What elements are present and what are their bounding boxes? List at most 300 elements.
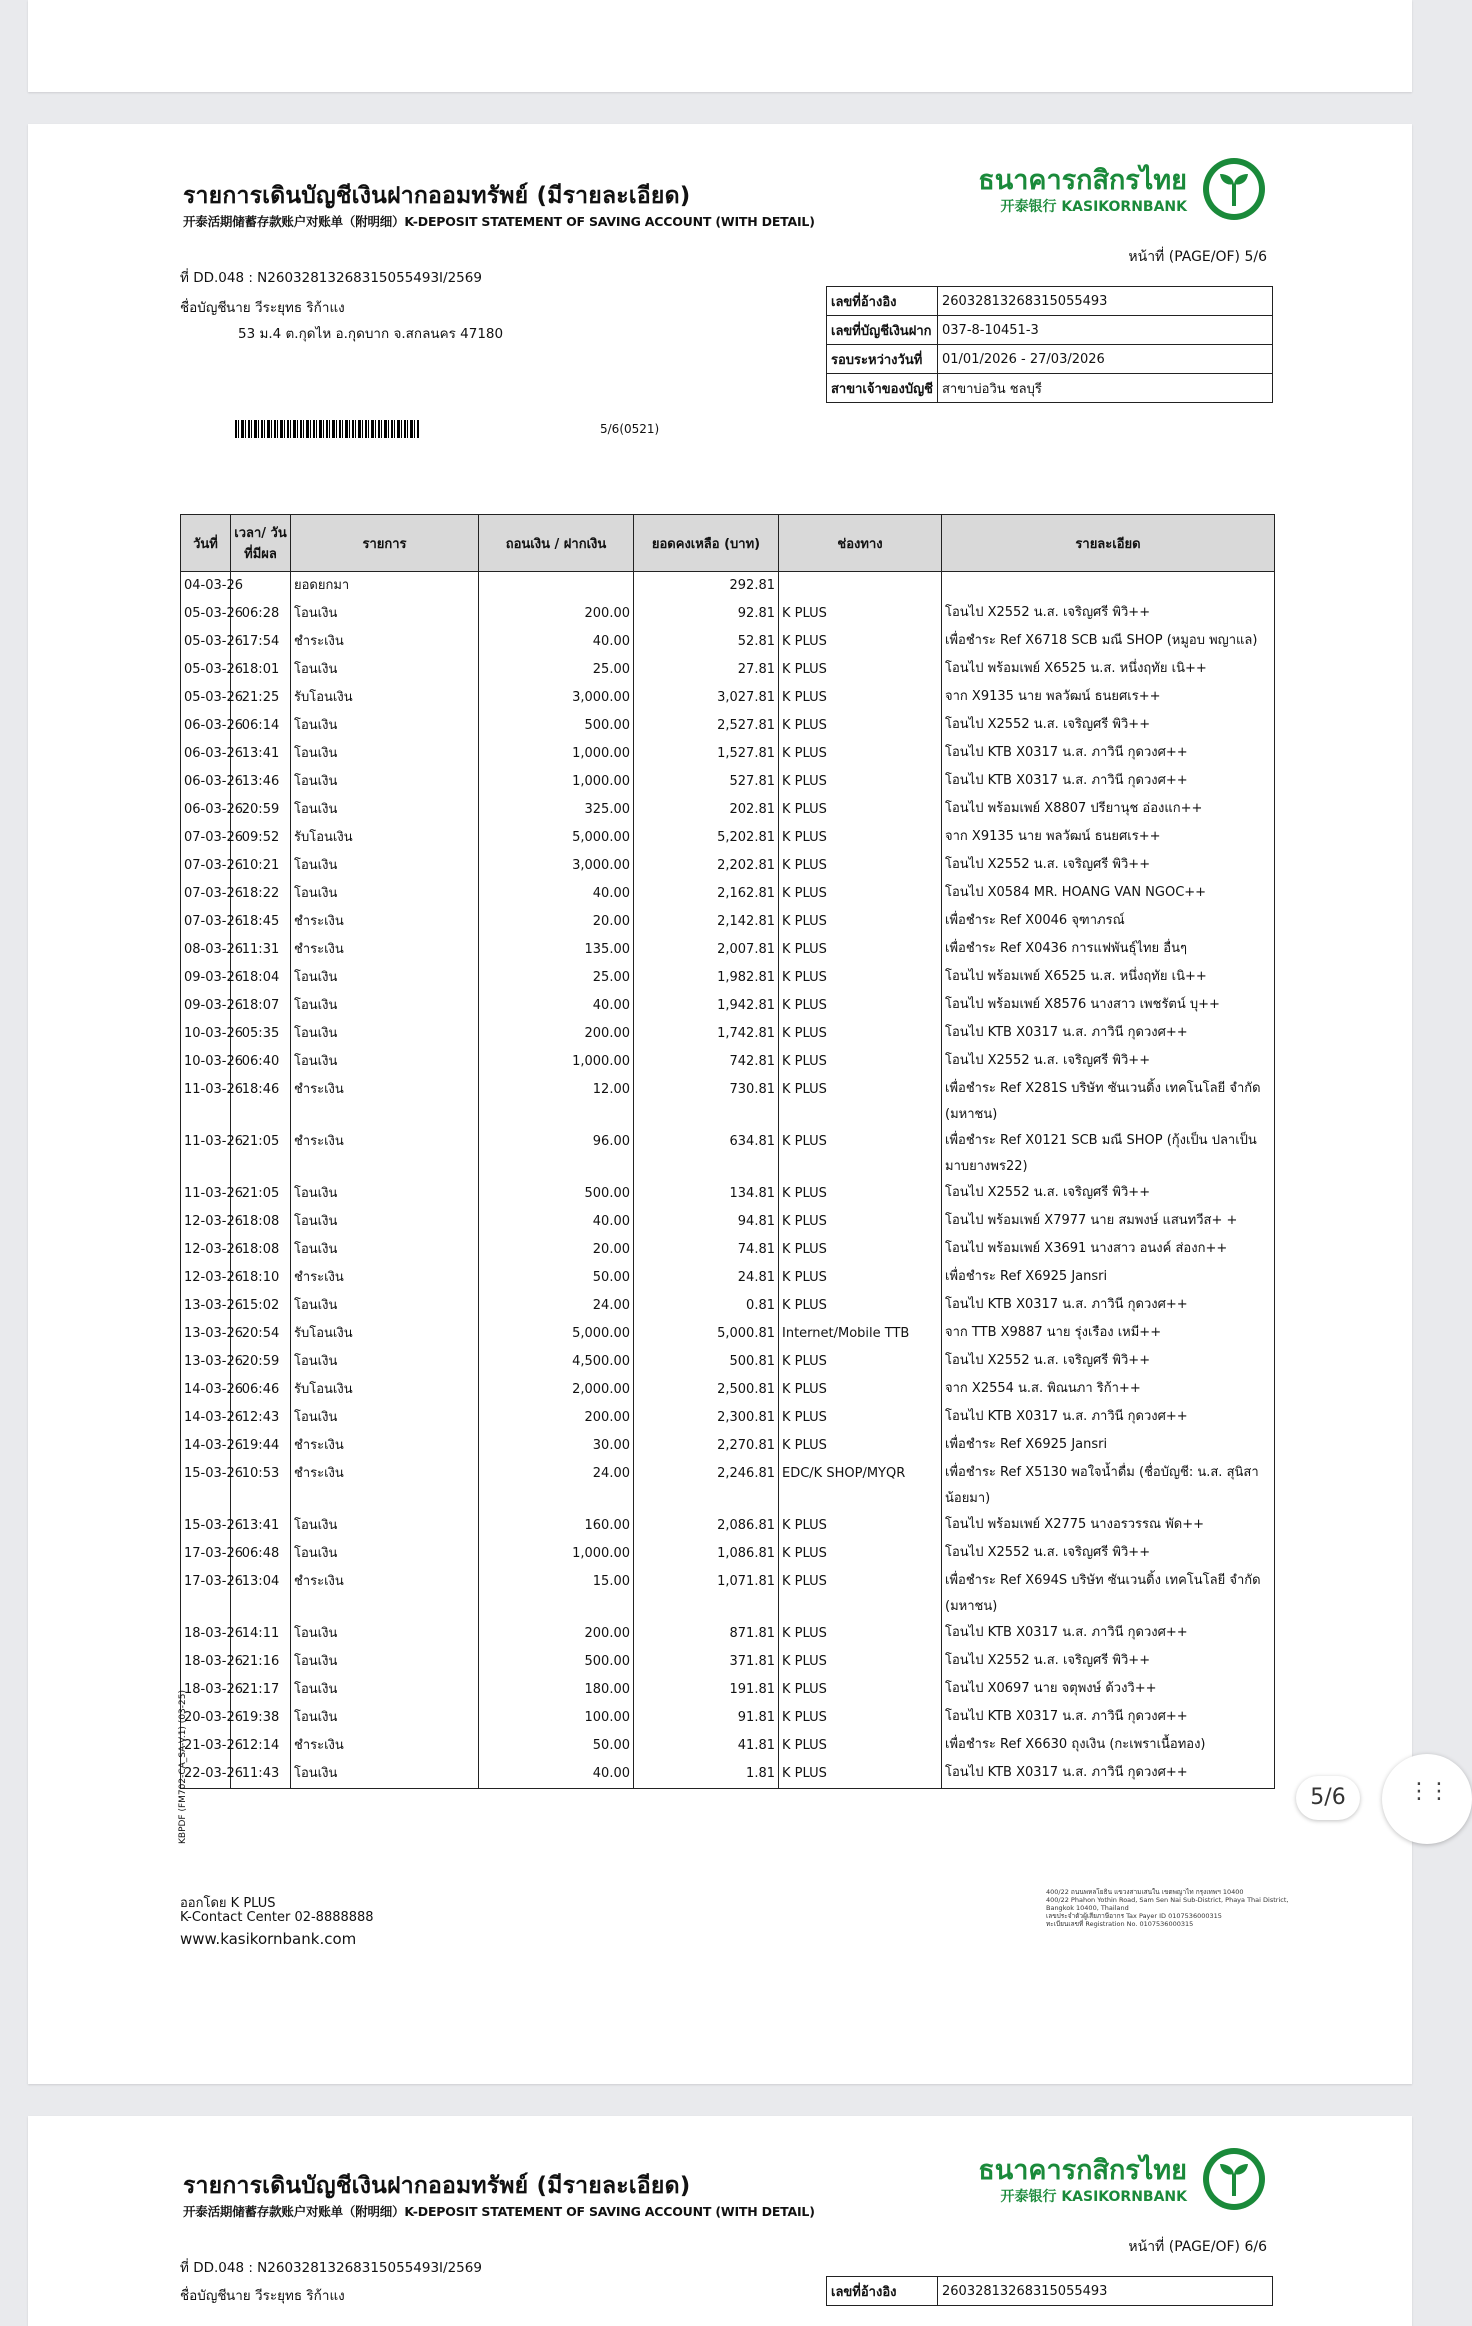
- tx-channel: K PLUS: [779, 1264, 942, 1292]
- next-account-name: นาย วีระยุทธ ริก้าแง: [226, 2288, 345, 2304]
- tx-date: 11-03-26: [181, 1180, 231, 1208]
- tx-amount: 160.00: [479, 1512, 634, 1540]
- tx-amount: 1,000.00: [479, 1048, 634, 1076]
- tx-balance: 5,202.81: [634, 824, 779, 852]
- table-row: [181, 1348, 1275, 1376]
- table-row: [181, 656, 1275, 684]
- tx-time: 09:52: [231, 824, 291, 852]
- tx-amount: 1,000.00: [479, 768, 634, 796]
- table-row: [181, 992, 1275, 1020]
- tx-date: 07-03-26: [181, 880, 231, 908]
- tx-description: โอนเงิน: [291, 796, 479, 824]
- next-statement-subtitle: 开泰活期储蓄存款账户对账单（附明细）K-DEPOSIT STATEMENT OF SAVING ACCOUNT (WITH DETAIL): [183, 2204, 815, 2219]
- next-account-name-label: ชื่อบัญชี: [180, 2288, 227, 2304]
- tx-channel: K PLUS: [779, 1376, 942, 1404]
- tx-detail: จาก X2554 น.ส. พิณนภา ริก้า++: [942, 1376, 1275, 1404]
- bank-name-th: ธนาคารกสิกรไทย: [978, 165, 1187, 196]
- next-statement-title: รายการเดินบัญชีเงินฝากออมทรัพย์ (มีรายละเอียด): [183, 2173, 691, 2199]
- tx-description: ยอดยกมา: [291, 572, 479, 601]
- account-address: 53 ม.4 ต.กุดไห อ.กุดบาก จ.สกลนคร 47180: [238, 326, 504, 342]
- tx-balance: 2,500.81: [634, 1376, 779, 1404]
- tx-description: โอนเงิน: [291, 1048, 479, 1076]
- table-row: [181, 1208, 1275, 1236]
- tx-time: 10:21: [231, 852, 291, 880]
- tx-balance: 2,300.81: [634, 1404, 779, 1432]
- tx-time: 18:07: [231, 992, 291, 1020]
- col-amount: ถอนเงิน / ฝากเงิน: [479, 515, 634, 572]
- tx-balance: 1,527.81: [634, 740, 779, 768]
- tx-channel: EDC/K SHOP/MYQR: [779, 1460, 942, 1512]
- table-row: [181, 1568, 1275, 1620]
- grip-dots-icon: ⋮⋮: [1408, 1779, 1448, 1804]
- tx-time: 18:45: [231, 908, 291, 936]
- table-row: [181, 908, 1275, 936]
- tx-description: โอนเงิน: [291, 1620, 479, 1648]
- tx-channel: K PLUS: [779, 712, 942, 740]
- table-row: [181, 1320, 1275, 1348]
- tx-description: โอนเงิน: [291, 852, 479, 880]
- tx-date: 11-03-26: [181, 1128, 231, 1180]
- info-label: เลขที่อ้างอิง: [827, 287, 938, 316]
- tx-description: โอนเงิน: [291, 1020, 479, 1048]
- next-page: [28, 2116, 1412, 2326]
- tx-detail: เพื่อชำระ Ref X0121 SCB มณี SHOP (กุ้งเป็น ปลาเป็น มาบยางพร22): [942, 1128, 1275, 1180]
- tx-balance: 91.81: [634, 1704, 779, 1732]
- tx-detail: เพื่อชำระ Ref X0046 จุฑาภรณ์: [942, 908, 1275, 936]
- next-reference-number: ที่ DD.048 : N26032813268315055493I/2569: [180, 2260, 482, 2276]
- table-row: [181, 1432, 1275, 1460]
- tx-detail: โอนไป พร้อมเพย์ X8807 ปรียานุช อ่องแก++: [942, 796, 1275, 824]
- tx-time: 21:25: [231, 684, 291, 712]
- tx-channel: K PLUS: [779, 740, 942, 768]
- tx-amount: 500.00: [479, 712, 634, 740]
- table-row: [181, 1236, 1275, 1264]
- table-row: [181, 1292, 1275, 1320]
- tx-date: 13-03-26: [181, 1292, 231, 1320]
- tx-time: 15:02: [231, 1292, 291, 1320]
- tx-detail: เพื่อชำระ Ref X0436 การแฟพันธุ์ไทย อื่นๆ: [942, 936, 1275, 964]
- previous-page: [28, 0, 1412, 92]
- col-time: เวลา/ วันที่มีผล: [231, 515, 291, 572]
- tx-channel: [779, 572, 942, 601]
- info-value: 037-8-10451-3: [938, 316, 1273, 345]
- tx-date: 14-03-26: [181, 1404, 231, 1432]
- barcode: [235, 420, 420, 438]
- tx-amount: 5,000.00: [479, 1320, 634, 1348]
- tx-time: 06:40: [231, 1048, 291, 1076]
- tx-description: โอนเงิน: [291, 1292, 479, 1320]
- tx-time: 13:41: [231, 740, 291, 768]
- info-label: เลขที่บัญชีเงินฝาก: [827, 316, 938, 345]
- tx-time: 19:44: [231, 1432, 291, 1460]
- tx-channel: K PLUS: [779, 1540, 942, 1568]
- tx-balance: 2,270.81: [634, 1432, 779, 1460]
- tx-channel: K PLUS: [779, 908, 942, 936]
- table-row: [181, 1076, 1275, 1128]
- tx-description: ชำระเงิน: [291, 1264, 479, 1292]
- tx-detail: โอนไป พร้อมเพย์ X2775 นางอรวรรณ พัด++: [942, 1512, 1275, 1540]
- tx-amount: 100.00: [479, 1704, 634, 1732]
- tx-channel: K PLUS: [779, 768, 942, 796]
- page-indicator[interactable]: 5/6: [1296, 1776, 1360, 1820]
- address-line: 400/22 Phahon Yothin Road, Sam Sen Nai Sub-District, Phaya Thai District, Bangkok 10400, Thailand: [1046, 1896, 1289, 1912]
- tx-time: 10:53: [231, 1460, 291, 1512]
- tx-date: 12-03-26: [181, 1264, 231, 1292]
- info-row: [827, 287, 1273, 316]
- tx-date: 17-03-26: [181, 1540, 231, 1568]
- tx-detail: โอนไป พร้อมเพย์ X6525 น.ส. หนึ่งฤทัย เนิ++: [942, 964, 1275, 992]
- tx-description: ชำระเงิน: [291, 1128, 479, 1180]
- tx-detail: โอนไป KTB X0317 น.ส. ภาวินี กุดวงศ++: [942, 768, 1275, 796]
- info-row: [827, 316, 1273, 345]
- tx-time: 12:14: [231, 1732, 291, 1760]
- bank-name-en: 开泰银行 KASIKORNBANK: [1000, 2189, 1187, 2205]
- tx-amount: 50.00: [479, 1732, 634, 1760]
- tx-time: 17:54: [231, 628, 291, 656]
- tx-balance: 500.81: [634, 1348, 779, 1376]
- tx-channel: K PLUS: [779, 600, 942, 628]
- tx-channel: K PLUS: [779, 964, 942, 992]
- tx-description: โอนเงิน: [291, 964, 479, 992]
- tx-balance: 2,086.81: [634, 1512, 779, 1540]
- tx-date: 18-03-26: [181, 1620, 231, 1648]
- tx-description: โอนเงิน: [291, 768, 479, 796]
- info-value: 01/01/2026 - 27/03/2026: [938, 345, 1273, 374]
- tx-time: 11:43: [231, 1760, 291, 1789]
- tx-detail: โอนไป X2552 น.ส. เจริญศรี พิวิ++: [942, 1648, 1275, 1676]
- tx-balance: 1,086.81: [634, 1540, 779, 1568]
- bank-logo: [978, 156, 1267, 228]
- col-date: วันที่: [181, 515, 231, 572]
- tx-date: 05-03-26: [181, 656, 231, 684]
- tx-amount: 5,000.00: [479, 824, 634, 852]
- account-name-label: ชื่อบัญชี: [180, 300, 227, 316]
- tx-detail: โอนไป KTB X0317 น.ส. ภาวินี กุดวงศ++: [942, 1020, 1275, 1048]
- tx-amount: 24.00: [479, 1292, 634, 1320]
- tx-channel: K PLUS: [779, 1512, 942, 1540]
- tx-detail: เพื่อชำระ Ref X6718 SCB มณี SHOP (หมูอบ พญาแล): [942, 628, 1275, 656]
- tx-channel: K PLUS: [779, 684, 942, 712]
- tx-balance: 52.81: [634, 628, 779, 656]
- table-row: [181, 796, 1275, 824]
- info-label: รอบระหว่างวันที่: [827, 345, 938, 374]
- tx-description: โอนเงิน: [291, 656, 479, 684]
- tx-time: 18:08: [231, 1236, 291, 1264]
- tx-channel: K PLUS: [779, 1648, 942, 1676]
- tx-balance: 134.81: [634, 1180, 779, 1208]
- tx-amount: 135.00: [479, 936, 634, 964]
- tx-time: 18:10: [231, 1264, 291, 1292]
- tx-time: 20:59: [231, 1348, 291, 1376]
- info-row: [827, 374, 1273, 403]
- bank-name-th: ธนาคารกสิกรไทย: [978, 2155, 1187, 2186]
- tx-time: 05:35: [231, 1020, 291, 1048]
- tx-date: 18-03-26: [181, 1648, 231, 1676]
- tx-date: 10-03-26: [181, 1048, 231, 1076]
- tx-channel: K PLUS: [779, 1236, 942, 1264]
- col-description: รายการ: [291, 515, 479, 572]
- tx-balance: 2,202.81: [634, 852, 779, 880]
- tx-balance: 27.81: [634, 656, 779, 684]
- tx-description: โอนเงิน: [291, 1236, 479, 1264]
- tx-balance: 292.81: [634, 572, 779, 601]
- table-row: [181, 712, 1275, 740]
- statement-subtitle: 开泰活期储蓄存款账户对账单（附明细）K-DEPOSIT STATEMENT OF SAVING ACCOUNT (WITH DETAIL): [183, 214, 815, 229]
- tx-detail: โอนไป X2552 น.ส. เจริญศรี พิวิ++: [942, 1048, 1275, 1076]
- tx-detail: โอนไป KTB X0317 น.ส. ภาวินี กุดวงศ++: [942, 740, 1275, 768]
- tx-description: โอนเงิน: [291, 600, 479, 628]
- tx-balance: 94.81: [634, 1208, 779, 1236]
- statement-page: [28, 124, 1412, 2084]
- tx-date: 04-03-26: [181, 572, 231, 601]
- table-row: [181, 1180, 1275, 1208]
- tx-description: ชำระเงิน: [291, 628, 479, 656]
- tx-channel: K PLUS: [779, 1676, 942, 1704]
- tx-amount: 1,000.00: [479, 740, 634, 768]
- tx-time: 18:01: [231, 656, 291, 684]
- tx-description: ชำระเงิน: [291, 1460, 479, 1512]
- tx-amount: 40.00: [479, 992, 634, 1020]
- tx-description: รับโอนเงิน: [291, 824, 479, 852]
- tx-channel: Internet/Mobile TTB: [779, 1320, 942, 1348]
- page-of: หน้าที่ (PAGE/OF) 5/6: [1128, 249, 1267, 265]
- table-row: [181, 684, 1275, 712]
- table-row: [181, 1760, 1275, 1789]
- tx-date: 10-03-26: [181, 1020, 231, 1048]
- tx-amount: 40.00: [479, 1208, 634, 1236]
- tx-amount: 96.00: [479, 1128, 634, 1180]
- tx-time: 06:46: [231, 1376, 291, 1404]
- tx-description: โอนเงิน: [291, 1648, 479, 1676]
- tx-date: 13-03-26: [181, 1348, 231, 1376]
- tx-balance: 74.81: [634, 1236, 779, 1264]
- tx-detail: โอนไป KTB X0317 น.ส. ภาวินี กุดวงศ++: [942, 1292, 1275, 1320]
- table-row: [181, 936, 1275, 964]
- tx-time: 13:46: [231, 768, 291, 796]
- table-row: [181, 1620, 1275, 1648]
- tx-date: 14-03-26: [181, 1376, 231, 1404]
- tx-description: รับโอนเงิน: [291, 684, 479, 712]
- tx-amount: 325.00: [479, 796, 634, 824]
- tx-amount: 200.00: [479, 1020, 634, 1048]
- tx-amount: 25.00: [479, 656, 634, 684]
- tx-balance: 5,000.81: [634, 1320, 779, 1348]
- info-row: [827, 2277, 1273, 2306]
- table-row: [181, 852, 1275, 880]
- table-row: [181, 768, 1275, 796]
- tx-time: 12:43: [231, 1404, 291, 1432]
- kbank-leaf-icon: [1201, 156, 1267, 222]
- tx-date: 14-03-26: [181, 1432, 231, 1460]
- table-row: [181, 628, 1275, 656]
- tx-detail: โอนไป X2552 น.ส. เจริญศรี พิวิ++: [942, 1540, 1275, 1568]
- tx-detail: โอนไป X2552 น.ส. เจริญศรี พิวิ++: [942, 852, 1275, 880]
- tx-amount: [479, 572, 634, 601]
- tx-description: โอนเงิน: [291, 1180, 479, 1208]
- tx-amount: 200.00: [479, 1620, 634, 1648]
- tx-detail: เพื่อชำระ Ref X6925 Jansri: [942, 1264, 1275, 1292]
- contact-center: K-Contact Center 02-8888888: [180, 1910, 374, 1925]
- tx-detail: โอนไป พร้อมเพย์ X7977 นาย สมพงษ์ แสนทวีส+ +: [942, 1208, 1275, 1236]
- info-label: สาขาเจ้าของบัญชี: [827, 374, 938, 403]
- tx-balance: 1,942.81: [634, 992, 779, 1020]
- tx-description: โอนเงิน: [291, 1208, 479, 1236]
- table-row: [181, 1540, 1275, 1568]
- tx-date: 05-03-26: [181, 628, 231, 656]
- tx-amount: 20.00: [479, 908, 634, 936]
- tx-time: 18:46: [231, 1076, 291, 1128]
- tx-time: 11:31: [231, 936, 291, 964]
- tx-detail: จาก X9135 นาย พลวัฒน์ ธนยศเร++: [942, 684, 1275, 712]
- tx-amount: 12.00: [479, 1076, 634, 1128]
- tx-time: 21:17: [231, 1676, 291, 1704]
- tx-detail: เพื่อชำระ Ref X5130 พอใจน้ำดื่ม (ชื่อบัญชี: น.ส. สุนิสา น้อยมา): [942, 1460, 1275, 1512]
- tx-time: 18:08: [231, 1208, 291, 1236]
- next-page-of: หน้าที่ (PAGE/OF) 6/6: [1128, 2239, 1267, 2255]
- transactions-table: [180, 514, 1275, 1789]
- tx-balance: 1,071.81: [634, 1568, 779, 1620]
- table-row: [181, 1404, 1275, 1432]
- tx-balance: 41.81: [634, 1732, 779, 1760]
- tx-amount: 500.00: [479, 1180, 634, 1208]
- tx-balance: 1.81: [634, 1760, 779, 1789]
- tx-balance: 1,742.81: [634, 1020, 779, 1048]
- tx-date: 05-03-26: [181, 684, 231, 712]
- tx-description: ชำระเงิน: [291, 1076, 479, 1128]
- bank-name-en: 开泰银行 KASIKORNBANK: [1000, 199, 1187, 215]
- info-value: 26032813268315055493: [938, 2277, 1273, 2306]
- tx-time: 18:22: [231, 880, 291, 908]
- tx-channel: K PLUS: [779, 1432, 942, 1460]
- tx-detail: เพื่อชำระ Ref X6925 Jansri: [942, 1432, 1275, 1460]
- tx-date: 09-03-26: [181, 992, 231, 1020]
- tx-time: 20:59: [231, 796, 291, 824]
- table-row: [181, 1512, 1275, 1540]
- address-line: เลขประจำตัวผู้เสียภาษีอากร Tax Payer ID 0107536000315: [1046, 1912, 1222, 1920]
- info-row: [827, 345, 1273, 374]
- tx-amount: 200.00: [479, 600, 634, 628]
- tx-detail: โอนไป X2552 น.ส. เจริญศรี พิวิ++: [942, 1348, 1275, 1376]
- tx-channel: K PLUS: [779, 880, 942, 908]
- table-row: [181, 1704, 1275, 1732]
- tx-channel: K PLUS: [779, 1292, 942, 1320]
- transactions-body: [181, 572, 1275, 1789]
- tx-amount: 4,500.00: [479, 1348, 634, 1376]
- tx-description: โอนเงิน: [291, 1676, 479, 1704]
- bank-address-block: [1046, 1888, 1316, 1928]
- tx-channel: K PLUS: [779, 1048, 942, 1076]
- tx-channel: K PLUS: [779, 1180, 942, 1208]
- tx-date: 07-03-26: [181, 908, 231, 936]
- tx-balance: 2,162.81: [634, 880, 779, 908]
- tx-channel: K PLUS: [779, 656, 942, 684]
- tx-channel: K PLUS: [779, 1404, 942, 1432]
- table-row: [181, 1128, 1275, 1180]
- tx-description: ชำระเงิน: [291, 1432, 479, 1460]
- tx-channel: K PLUS: [779, 796, 942, 824]
- tx-detail: โอนไป KTB X0317 น.ส. ภาวินี กุดวงศ++: [942, 1620, 1275, 1648]
- tx-channel: K PLUS: [779, 852, 942, 880]
- table-row: [181, 1732, 1275, 1760]
- table-row: [181, 572, 1275, 601]
- tx-detail: โอนไป KTB X0317 น.ส. ภาวินี กุดวงศ++: [942, 1404, 1275, 1432]
- tx-channel: K PLUS: [779, 1760, 942, 1789]
- tx-date: 21-03-26: [181, 1732, 231, 1760]
- tx-amount: 1,000.00: [479, 1540, 634, 1568]
- tx-balance: 1,982.81: [634, 964, 779, 992]
- tx-time: 20:54: [231, 1320, 291, 1348]
- tx-description: โอนเงิน: [291, 1540, 479, 1568]
- account-info-box: [826, 286, 1273, 403]
- tx-amount: 40.00: [479, 880, 634, 908]
- tx-date: 13-03-26: [181, 1320, 231, 1348]
- tx-date: 07-03-26: [181, 852, 231, 880]
- next-bank-logo: [978, 2146, 1267, 2218]
- tx-description: ชำระเงิน: [291, 908, 479, 936]
- tx-balance: 527.81: [634, 768, 779, 796]
- tx-time: 13:04: [231, 1568, 291, 1620]
- tx-balance: 371.81: [634, 1648, 779, 1676]
- tx-date: 06-03-26: [181, 796, 231, 824]
- tx-time: 06:14: [231, 712, 291, 740]
- tx-time: 18:04: [231, 964, 291, 992]
- tx-balance: 3,027.81: [634, 684, 779, 712]
- tx-amount: 20.00: [479, 1236, 634, 1264]
- info-label: เลขที่อ้างอิง: [827, 2277, 938, 2306]
- tx-description: โอนเงิน: [291, 1512, 479, 1540]
- tx-amount: 24.00: [479, 1460, 634, 1512]
- col-detail: รายละเอียด: [942, 515, 1275, 572]
- table-row: [181, 740, 1275, 768]
- tx-description: รับโอนเงิน: [291, 1320, 479, 1348]
- tx-balance: 2,246.81: [634, 1460, 779, 1512]
- tx-description: โอนเงิน: [291, 880, 479, 908]
- tx-channel: K PLUS: [779, 1128, 942, 1180]
- tx-detail: เพื่อชำระ Ref X694S บริษัท ซันเวนดิ้ง เทคโนโลยี จำกัด (มหาชน): [942, 1568, 1275, 1620]
- tx-detail: โอนไป พร้อมเพย์ X6525 น.ส. หนึ่งฤทัย เนิ++: [942, 656, 1275, 684]
- tx-description: ชำระเงิน: [291, 1568, 479, 1620]
- tx-detail: โอนไป X0697 นาย จตุพงษ์ ด้วงวิ++: [942, 1676, 1275, 1704]
- tx-detail: โอนไป X2552 น.ส. เจริญศรี พิวิ++: [942, 600, 1275, 628]
- tx-channel: K PLUS: [779, 1704, 942, 1732]
- tx-detail: [942, 572, 1275, 601]
- tx-description: รับโอนเงิน: [291, 1376, 479, 1404]
- tx-amount: 30.00: [479, 1432, 634, 1460]
- tx-date: 12-03-26: [181, 1208, 231, 1236]
- address-line: 400/22 ถนนพหลโยธิน แขวงสามเสนใน เขตพญาไท กรุงเทพฯ 10400: [1046, 1888, 1244, 1896]
- tx-amount: 180.00: [479, 1676, 634, 1704]
- tx-channel: K PLUS: [779, 1208, 942, 1236]
- tx-date: 06-03-26: [181, 768, 231, 796]
- tx-detail: จาก TTB X9887 นาย รุ่งเรือง เหมี++: [942, 1320, 1275, 1348]
- tx-channel: K PLUS: [779, 1620, 942, 1648]
- tx-date: 15-03-26: [181, 1512, 231, 1540]
- tx-detail: โอนไป X2552 น.ส. เจริญศรี พิวิ++: [942, 1180, 1275, 1208]
- scroll-handle[interactable]: [1382, 1754, 1472, 1844]
- tx-description: โอนเงิน: [291, 1760, 479, 1789]
- tx-channel: K PLUS: [779, 824, 942, 852]
- tx-date: 12-03-26: [181, 1236, 231, 1264]
- tx-date: 08-03-26: [181, 936, 231, 964]
- tx-detail: โอนไป พร้อมเพย์ X8576 นางสาว เพชรัตน์ บุ++: [942, 992, 1275, 1020]
- tx-balance: 191.81: [634, 1676, 779, 1704]
- tx-channel: K PLUS: [779, 1348, 942, 1376]
- tx-description: โอนเงิน: [291, 740, 479, 768]
- tx-balance: 2,527.81: [634, 712, 779, 740]
- tx-amount: 15.00: [479, 1568, 634, 1620]
- tx-detail: เพื่อชำระ Ref X6630 ถุงเงิน (กะเพราเนื้อทอง): [942, 1732, 1275, 1760]
- tx-detail: โอนไป KTB X0317 น.ส. ภาวินี กุดวงศ++: [942, 1704, 1275, 1732]
